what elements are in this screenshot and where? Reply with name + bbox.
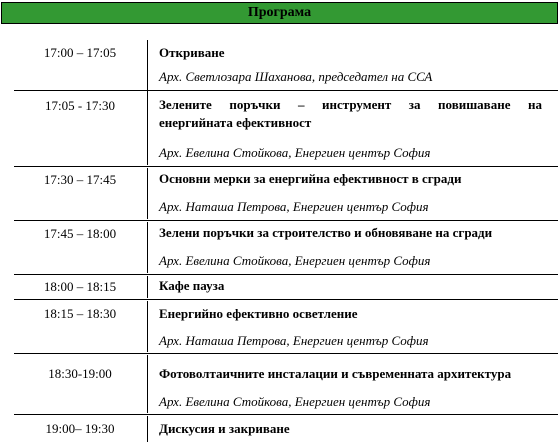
row-separator <box>14 414 558 415</box>
session-title: Зелени поръчки за строителство и обновяване на сгради <box>159 225 493 240</box>
session-title <box>159 96 542 132</box>
row-separator <box>14 166 558 167</box>
session-title: Дискусия и закриване <box>159 421 290 436</box>
session-time: 19:00– 19:30 <box>45 421 115 436</box>
session-time: 17:30 – 17:45 <box>43 172 117 187</box>
session-time: 18:30-19:00 <box>48 366 112 381</box>
session-speaker: Арх. Наташа Петрова, Енергиен център София <box>159 333 429 348</box>
row-separator <box>14 353 558 354</box>
column-divider <box>147 416 148 442</box>
program-title: Програма <box>247 5 312 20</box>
column-divider <box>147 222 148 273</box>
session-time: 18:15 – 18:30 <box>43 306 117 321</box>
session-time: 17:00 – 17:05 <box>43 45 117 60</box>
session-speaker: Арх. Евелина Стойкова, Енергиен център София <box>159 253 431 268</box>
session-speaker: Арх. Евелина Стойкова, Енергиен център София <box>159 394 431 409</box>
session-title: Фотоволтаичните инсталации и съвременната архитектура <box>159 366 512 381</box>
session-title: Откриване <box>159 45 225 60</box>
column-divider <box>147 40 148 165</box>
column-divider <box>147 168 148 219</box>
session-time: 18:00 – 18:15 <box>43 279 117 294</box>
row-separator <box>14 90 558 91</box>
session-speaker: Арх. Наташа Петрова, Енергиен център София <box>159 199 429 214</box>
session-speaker: Арх. Светлозара Шаханова, председател на ССА <box>159 69 433 84</box>
session-time: 17:45 – 18:00 <box>43 226 117 241</box>
row-separator <box>14 299 558 300</box>
column-divider <box>147 276 148 298</box>
row-separator <box>14 220 558 221</box>
session-title-line: Зелените поръчки – инструмент за повишаване на <box>159 97 542 112</box>
column-divider <box>147 301 148 352</box>
session-speaker: Арх. Евелина Стойкова, Енергиен център София <box>159 145 431 160</box>
session-title: Кафе пауза <box>159 278 225 293</box>
row-separator <box>14 274 558 275</box>
session-title: Основни мерки за енергийна ефективност в сгради <box>159 171 462 186</box>
program-header <box>1 2 558 24</box>
column-divider <box>147 355 148 413</box>
session-title: Енергийно ефективно осветление <box>159 306 358 321</box>
session-time: 17:05 - 17:30 <box>44 98 116 113</box>
session-title-line: енергийната ефективност <box>159 115 312 130</box>
